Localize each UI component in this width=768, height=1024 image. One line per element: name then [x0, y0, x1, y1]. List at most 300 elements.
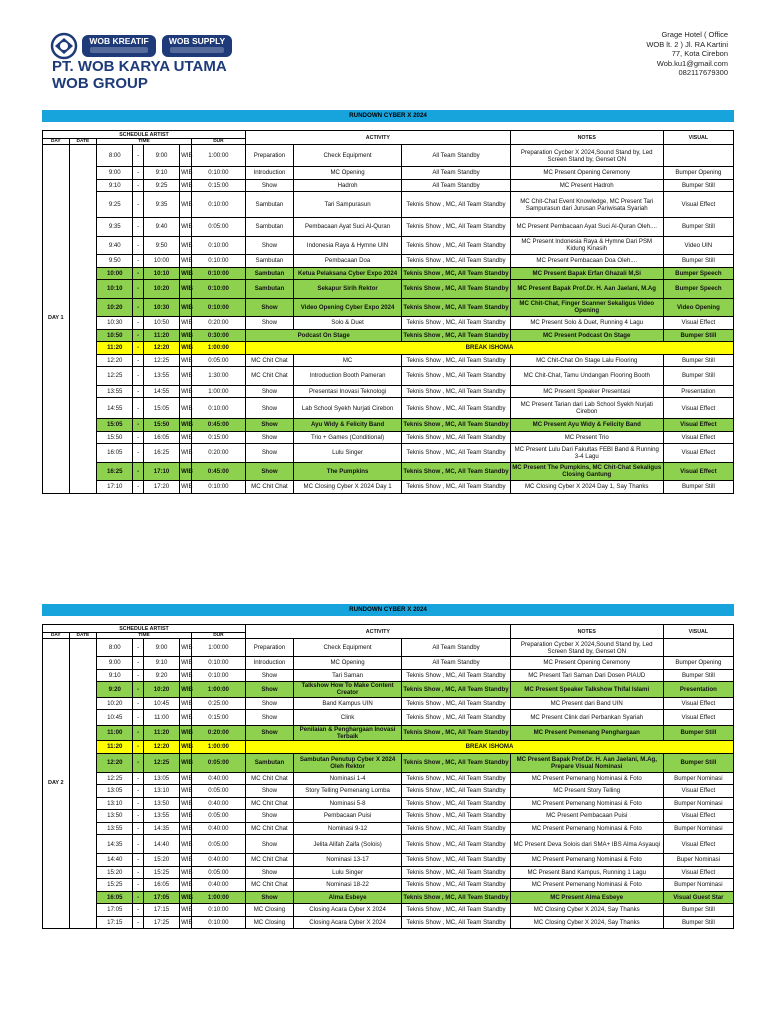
contact-line: Grage Hotel ( Office	[661, 30, 728, 39]
logo-text-kreatif: WOB KREATIF	[89, 36, 149, 46]
header-notes: NOTES	[510, 131, 663, 145]
segment-type: Show	[246, 866, 294, 879]
time-separator: -	[133, 916, 144, 929]
start-time: 9:35	[97, 218, 133, 237]
end-time: 9:35	[143, 192, 179, 218]
notes-cell: MC Chit-Chat On Stage Lalu Flooring	[510, 354, 663, 367]
header-activity: ACTIVITY	[246, 625, 511, 639]
schedule-row	[43, 145, 734, 167]
segment-type: MC Chit Chat	[246, 772, 294, 785]
schedule-row	[43, 822, 734, 835]
notes-cell: Preparation Cycber X 2024,Sound Stand by, Led Screen Stand by, Genset ON	[510, 639, 663, 657]
activity-name: The Pumpkins	[293, 462, 401, 481]
time-separator: -	[133, 481, 144, 494]
end-time: 14:35	[143, 822, 179, 835]
segment-type: Show	[246, 462, 294, 481]
duration: 1:00:00	[191, 342, 245, 355]
contact-line: 77, Kota Cirebon	[671, 49, 728, 58]
schedule-row	[43, 725, 734, 741]
start-time: 16:05	[97, 444, 133, 463]
timezone-label: WIB	[180, 317, 192, 330]
activity-name: Sambutan Penutup Cyber X 2024 Oleh Rektor	[293, 753, 401, 772]
start-time: 11:00	[97, 725, 133, 741]
end-time: 16:05	[143, 431, 179, 444]
visual-cell: Visual Effect	[663, 462, 733, 481]
start-time: 17:10	[97, 481, 133, 494]
end-time: 14:55	[143, 385, 179, 398]
visual-cell: Bumper Still	[663, 904, 733, 917]
header-schedule-artist: SCHEDULE ARTIST	[43, 625, 246, 633]
time-separator: -	[133, 329, 144, 342]
header-visual: VISUAL	[663, 131, 733, 145]
duration: 0:40:00	[191, 822, 245, 835]
crew-status: Teknis Show , MC, All Team Standby	[402, 785, 510, 798]
start-time: 13:05	[97, 785, 133, 798]
end-time: 10:45	[143, 697, 179, 710]
timezone-label: WIB	[180, 398, 192, 419]
activity-name: Talkshow How To Make Content Creator	[293, 682, 401, 698]
start-time: 12:20	[97, 354, 133, 367]
crew-status: Teknis Show , MC, All Team Standby	[402, 725, 510, 741]
duration: 0:05:00	[191, 354, 245, 367]
timezone-label: WIB	[180, 367, 192, 386]
duration: 1:00:00	[191, 682, 245, 698]
crew-status: Teknis Show , MC, All Team Standby	[402, 280, 510, 299]
schedule-row	[43, 280, 734, 299]
logo-graphic	[50, 32, 240, 60]
duration: 1:30:00	[191, 367, 245, 386]
crew-status: Teknis Show , MC, All Team Standby	[402, 481, 510, 494]
notes-cell: MC Chit-Chat, Finger Scanner Sekaligus Video Opening	[510, 298, 663, 317]
visual-cell: Bumper Still	[663, 218, 733, 237]
duration: 0:20:00	[191, 725, 245, 741]
segment-type: Show	[246, 835, 294, 854]
timezone-label: WIB	[180, 904, 192, 917]
schedule-row	[43, 398, 734, 419]
time-separator: -	[133, 298, 144, 317]
activity-name: Lab School Syekh Nurjati Cirebon	[293, 398, 401, 419]
end-time: 13:55	[143, 367, 179, 386]
start-time: 11:20	[97, 741, 133, 754]
date-cell	[69, 145, 97, 494]
segment-type: Show	[246, 891, 294, 904]
duration: 1:00:00	[191, 385, 245, 398]
end-time: 12:20	[143, 741, 179, 754]
start-time: 14:35	[97, 835, 133, 854]
start-time: 10:30	[97, 317, 133, 330]
timezone-label: WIB	[180, 822, 192, 835]
header-activity: ACTIVITY	[246, 131, 511, 145]
start-time: 8:00	[97, 639, 133, 657]
end-time: 11:20	[143, 725, 179, 741]
notes-cell: MC Present Podcast On Stage	[510, 329, 663, 342]
duration: 0:10:00	[191, 657, 245, 670]
time-separator: -	[133, 797, 144, 810]
timezone-label: WIB	[180, 354, 192, 367]
schedule-row	[43, 797, 734, 810]
start-time: 14:55	[97, 398, 133, 419]
timezone-label: WIB	[180, 462, 192, 481]
schedule-row	[43, 218, 734, 237]
start-time: 9:10	[97, 179, 133, 192]
notes-cell: MC Present Bapak Prof.Dr. H. Aan Jaelani, M.Ag	[510, 280, 663, 299]
activity-name: Check Equipment	[293, 145, 401, 167]
crew-status: Teknis Show , MC, All Team Standby	[402, 682, 510, 698]
start-time: 16:05	[97, 891, 133, 904]
end-time: 13:55	[143, 810, 179, 823]
segment-type: Show	[246, 317, 294, 330]
time-separator: -	[133, 236, 144, 255]
schedule-row	[43, 419, 734, 432]
start-time: 9:50	[97, 255, 133, 268]
segment-type: MC Closing	[246, 916, 294, 929]
time-separator: -	[133, 192, 144, 218]
time-separator: -	[133, 835, 144, 854]
segment-type: MC Chit Chat	[246, 481, 294, 494]
visual-cell: Bumper Still	[663, 354, 733, 367]
duration: 0:10:00	[191, 236, 245, 255]
contact-email: Wob.ku1@gmail.com	[656, 58, 728, 68]
schedule-row	[43, 179, 734, 192]
visual-cell: Visual Effect	[663, 866, 733, 879]
visual-cell: Visual Effect	[663, 710, 733, 726]
crew-status: Teknis Show , MC, All Team Standby	[402, 772, 510, 785]
end-time: 13:10	[143, 785, 179, 798]
crew-status: All Team Standby	[402, 179, 510, 192]
timezone-label: WIB	[180, 866, 192, 879]
segment-type: MC Chit Chat	[246, 354, 294, 367]
notes-cell: MC Present Pemenang Nominasi & Foto	[510, 797, 663, 810]
duration: 0:10:00	[191, 267, 245, 280]
time-separator: -	[133, 398, 144, 419]
time-separator: -	[133, 741, 144, 754]
duration: 0:10:00	[191, 298, 245, 317]
timezone-label: WIB	[180, 329, 192, 342]
timezone-label: WIB	[180, 342, 192, 355]
start-time: 11:20	[97, 342, 133, 355]
activity-name: Lulu Singer	[293, 866, 401, 879]
notes-cell: MC Present Bapak Erfan Ghazali M,Si	[510, 267, 663, 280]
crew-status: Teknis Show , MC, All Team Standby	[402, 255, 510, 268]
end-time: 10:30	[143, 298, 179, 317]
activity-name: Tari Saman	[293, 669, 401, 682]
visual-cell: Visual Effect	[663, 431, 733, 444]
crew-status: Teknis Show , MC, All Team Standby	[402, 822, 510, 835]
group-name: WOB GROUP	[52, 75, 148, 92]
visual-cell: Bumper Still	[663, 481, 733, 494]
activity-name: Closing Acara Cyber X 2024	[293, 904, 401, 917]
duration: 0:05:00	[191, 835, 245, 854]
activity-name: Nominasi 13-17	[293, 854, 401, 867]
day-label: DAY 2	[43, 639, 70, 929]
activity-name: Indonesia Raya & Hymne UIN	[293, 236, 401, 255]
timezone-label: WIB	[180, 255, 192, 268]
visual-cell: Bumper Opening	[663, 167, 733, 180]
visual-cell: Video UIN	[663, 236, 733, 255]
start-time: 17:05	[97, 904, 133, 917]
crew-status: Teknis Show , MC, All Team Standby	[402, 218, 510, 237]
end-time: 16:05	[143, 879, 179, 892]
crew-status: Teknis Show , MC, All Team Standby	[402, 419, 510, 432]
timezone-label: WIB	[180, 192, 192, 218]
rundown-section-day1	[42, 110, 734, 494]
crew-status: Teknis Show , MC, All Team Standby	[402, 236, 510, 255]
duration: 0:05:00	[191, 785, 245, 798]
time-separator: -	[133, 697, 144, 710]
header-dur: DUR	[191, 139, 245, 145]
activity-name: Sekapur Sirih Rektor	[293, 280, 401, 299]
segment-type: Show	[246, 398, 294, 419]
activity-name: Trio + Games (Conditional)	[293, 431, 401, 444]
timezone-label: WIB	[180, 267, 192, 280]
timezone-label: WIB	[180, 218, 192, 237]
start-time: 12:25	[97, 772, 133, 785]
visual-cell: Visual Effect	[663, 317, 733, 330]
crew-status: All Team Standby	[402, 145, 510, 167]
activity-name: Story Telling Pemenang Lomba	[293, 785, 401, 798]
timezone-label: WIB	[180, 639, 192, 657]
end-time: 17:15	[143, 904, 179, 917]
crew-status: Teknis Show , MC, All Team Standby	[402, 669, 510, 682]
visual-cell: Visual Effect	[663, 192, 733, 218]
start-time: 12:20	[97, 753, 133, 772]
timezone-label: WIB	[180, 916, 192, 929]
start-time: 14:40	[97, 854, 133, 867]
start-time: 10:50	[97, 329, 133, 342]
visual-cell: Visual Effect	[663, 419, 733, 432]
time-separator: -	[133, 419, 144, 432]
duration: 0:05:00	[191, 218, 245, 237]
duration: 0:10:00	[191, 481, 245, 494]
duration: 0:05:00	[191, 810, 245, 823]
contact-info	[646, 30, 728, 78]
timezone-label: WIB	[180, 879, 192, 892]
visual-cell: Bumper Still	[663, 367, 733, 386]
activity-name: Alma Esbeye	[293, 891, 401, 904]
segment-type: Show	[246, 810, 294, 823]
duration: 0:10:00	[191, 192, 245, 218]
schedule-row	[43, 741, 734, 754]
visual-cell: Bumper Still	[663, 916, 733, 929]
crew-status: Teknis Show , MC, All Team Standby	[402, 354, 510, 367]
schedule-row	[43, 385, 734, 398]
start-time: 12:25	[97, 367, 133, 386]
crew-status: All Team Standby	[402, 167, 510, 180]
schedule-row	[43, 710, 734, 726]
schedule-row	[43, 236, 734, 255]
start-time: 10:20	[97, 697, 133, 710]
timezone-label: WIB	[180, 854, 192, 867]
activity-name: Closing Acara Cyber X 2024	[293, 916, 401, 929]
end-time: 9:10	[143, 657, 179, 670]
crew-status: Teknis Show , MC, All Team Standby	[402, 267, 510, 280]
notes-cell: MC Present Pemenang Nominasi & Foto	[510, 822, 663, 835]
schedule-row	[43, 367, 734, 386]
timezone-label: WIB	[180, 697, 192, 710]
duration: 0:45:00	[191, 462, 245, 481]
notes-cell: MC Present Pembacaan Puisi	[510, 810, 663, 823]
start-time: 10:10	[97, 280, 133, 299]
time-separator: -	[133, 431, 144, 444]
time-separator: -	[133, 669, 144, 682]
date-cell	[69, 639, 97, 929]
segment-type: Show	[246, 385, 294, 398]
time-separator: -	[133, 342, 144, 355]
start-time: 9:20	[97, 682, 133, 698]
start-time: 9:10	[97, 669, 133, 682]
segment-type: Sambutan	[246, 218, 294, 237]
segment-type: Sambutan	[246, 267, 294, 280]
activity-name: Nominasi 18-22	[293, 879, 401, 892]
header-date: DATE	[69, 633, 97, 639]
notes-cell: MC Present Solo & Duet, Running 4 Lagu	[510, 317, 663, 330]
notes-cell: MC Present Opening Ceremony	[510, 167, 663, 180]
activity-name: Pembacaan Puisi	[293, 810, 401, 823]
crew-status: Teknis Show , MC, All Team Standby	[402, 835, 510, 854]
header-visual: VISUAL	[663, 625, 733, 639]
visual-cell: Bumper Still	[663, 753, 733, 772]
end-time: 17:05	[143, 891, 179, 904]
timezone-label: WIB	[180, 298, 192, 317]
time-separator: -	[133, 317, 144, 330]
schedule-row	[43, 657, 734, 670]
start-time: 9:00	[97, 167, 133, 180]
visual-cell: Visual Effect	[663, 810, 733, 823]
crew-status: Teknis Show , MC, All Team Standby	[402, 367, 510, 386]
segment-type: Show	[246, 710, 294, 726]
duration: 0:10:00	[191, 669, 245, 682]
time-separator: -	[133, 218, 144, 237]
timezone-label: WIB	[180, 835, 192, 854]
rundown-table	[42, 130, 734, 494]
activity-name: Lulu Singer	[293, 444, 401, 463]
end-time: 9:00	[143, 145, 179, 167]
rundown-table	[42, 624, 734, 929]
time-separator: -	[133, 753, 144, 772]
visual-cell: Bumper Opening	[663, 657, 733, 670]
segment-type: Show	[246, 669, 294, 682]
notes-cell: MC Closing Cyber X 2024, Say Thanks	[510, 916, 663, 929]
start-time: 10:20	[97, 298, 133, 317]
visual-cell: Bumper Nominasi	[663, 797, 733, 810]
duration: 0:40:00	[191, 797, 245, 810]
end-time: 13:05	[143, 772, 179, 785]
end-time: 15:25	[143, 866, 179, 879]
segment-type: Show	[246, 682, 294, 698]
end-time: 14:40	[143, 835, 179, 854]
duration: 0:20:00	[191, 444, 245, 463]
banner-spacer	[42, 616, 734, 624]
duration: 0:40:00	[191, 879, 245, 892]
header-notes: NOTES	[510, 625, 663, 639]
crew-status: Teknis Show , MC, All Team Standby	[402, 710, 510, 726]
visual-cell: Bumper Still	[663, 329, 733, 342]
end-time: 10:20	[143, 682, 179, 698]
rundown-title-banner: RUNDOWN CYBER X 2024	[42, 604, 734, 616]
notes-cell: MC Present dari Band UIN	[510, 697, 663, 710]
duration: 0:40:00	[191, 854, 245, 867]
timezone-label: WIB	[180, 682, 192, 698]
schedule-row	[43, 891, 734, 904]
segment-type: MC Chit Chat	[246, 367, 294, 386]
notes-cell: MC Present Tari Saman Dari Dosen PIAUD	[510, 669, 663, 682]
end-time: 17:20	[143, 481, 179, 494]
time-separator: -	[133, 255, 144, 268]
notes-cell: MC Present Alma Esbeye	[510, 891, 663, 904]
end-time: 12:25	[143, 354, 179, 367]
activity-name: MC Closing Cyber X 2024 Day 1	[293, 481, 401, 494]
duration: 0:25:00	[191, 697, 245, 710]
notes-cell: MC Present Pembacaan Doa Oleh....	[510, 255, 663, 268]
notes-cell: MC Present Speaker Talkshow Thifal Islami	[510, 682, 663, 698]
time-separator: -	[133, 462, 144, 481]
time-separator: -	[133, 854, 144, 867]
notes-cell: MC Present Bapak Prof.Dr. H. Aan Jaelani, M.Ag, Prepare Visual Nominasi	[510, 753, 663, 772]
duration: 0:05:00	[191, 753, 245, 772]
visual-cell	[663, 639, 733, 657]
timezone-label: WIB	[180, 419, 192, 432]
duration: 0:10:00	[191, 398, 245, 419]
visual-cell: Bumper Nominasi	[663, 879, 733, 892]
duration: 0:45:00	[191, 419, 245, 432]
schedule-row	[43, 854, 734, 867]
timezone-label: WIB	[180, 710, 192, 726]
activity-name: Pembacaan Ayat Suci Al-Quran	[293, 218, 401, 237]
crew-status: Teknis Show , MC, All Team Standby	[402, 866, 510, 879]
notes-cell: MC Closing Cyber X 2024, Say Thanks	[510, 904, 663, 917]
break-label: BREAK ISHOMA	[246, 342, 734, 355]
segment-type: Show	[246, 419, 294, 432]
logo-text-supply: WOB SUPPLY	[168, 36, 226, 46]
segment-type: Sambutan	[246, 753, 294, 772]
timezone-label: WIB	[180, 891, 192, 904]
end-time: 12:20	[143, 342, 179, 355]
schedule-row	[43, 697, 734, 710]
notes-cell: MC Present Ayu Widy & Felicity Band	[510, 419, 663, 432]
company-name: PT. WOB KARYA UTAMA	[52, 58, 227, 75]
crew-status: Teknis Show , MC, All Team Standby	[402, 916, 510, 929]
crew-status: Teknis Show , MC, All Team Standby	[402, 317, 510, 330]
notes-cell: MC Present Opening Ceremony	[510, 657, 663, 670]
end-time: 10:00	[143, 255, 179, 268]
notes-cell: MC Chit-Chat Event Knowledge, MC Present Tari Sampurasun dari Jurusan Pariwisata Syariah	[510, 192, 663, 218]
time-separator: -	[133, 179, 144, 192]
duration: 1:00:00	[191, 639, 245, 657]
schedule-row	[43, 866, 734, 879]
time-separator: -	[133, 639, 144, 657]
break-label: BREAK ISHOMA	[246, 741, 734, 754]
notes-cell: MC Present The Pumpkins, MC Chit-Chat Sekaligus Closing Gantung	[510, 462, 663, 481]
end-time: 9:00	[143, 639, 179, 657]
schedule-row	[43, 329, 734, 342]
activity-name: Nominasi 9-12	[293, 822, 401, 835]
activity-name: Jelita Alifah Zaifa (Solois)	[293, 835, 401, 854]
segment-type: MC Closing	[246, 904, 294, 917]
timezone-label: WIB	[180, 145, 192, 167]
segment-type: MC Chit Chat	[246, 797, 294, 810]
timezone-label: WIB	[180, 753, 192, 772]
notes-cell: MC Present Pembacaan Ayat Suci Al-Quran Oleh....	[510, 218, 663, 237]
header-time: TIME	[97, 633, 192, 639]
duration: 0:05:00	[191, 866, 245, 879]
time-separator: -	[133, 444, 144, 463]
crew-status: All Team Standby	[402, 657, 510, 670]
activity-name: Nominasi 1-4	[293, 772, 401, 785]
activity-name: MC Opening	[293, 657, 401, 670]
duration: 0:10:00	[191, 167, 245, 180]
time-separator: -	[133, 866, 144, 879]
time-separator: -	[133, 810, 144, 823]
